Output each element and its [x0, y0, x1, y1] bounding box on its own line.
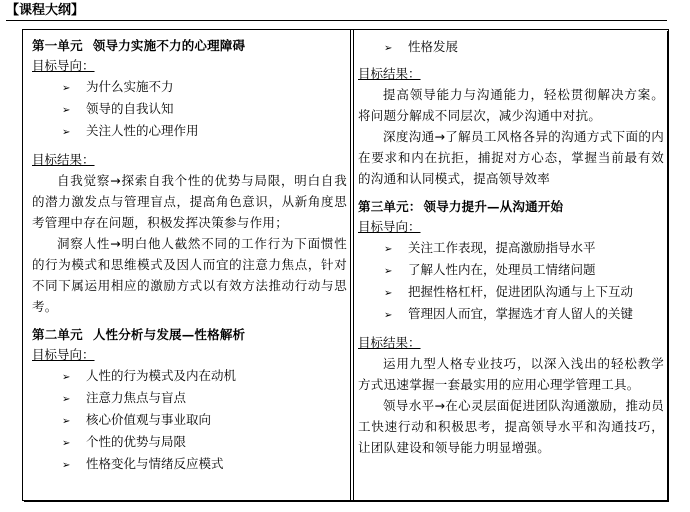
unit1-name: 领导力实施不力的心理障碍	[92, 38, 246, 53]
list-item: ➢ 注意力焦点与盲点	[62, 387, 347, 409]
unit1-result-label: 目标结果：	[32, 152, 95, 167]
page-title: 【课程大纲】	[6, 3, 85, 18]
unit2-goal-list	[32, 365, 347, 475]
right-column	[358, 36, 664, 458]
unit3-result-leadership-level: 领导水平→在心灵层面促进团队沟通激励，推动员工快速行动和积极思考，提高领导水平和沟通技巧，让团队建设和领导能力明显增强。	[358, 398, 664, 455]
arrowhead-bullet-icon: ➢	[384, 266, 393, 277]
table-shadow-right	[667, 31, 669, 502]
list-item: ➢ 性格发展	[384, 36, 664, 58]
arrowhead-bullet-icon: ➢	[62, 438, 71, 449]
column-divider	[350, 29, 351, 501]
arrowhead-bullet-icon: ➢	[62, 83, 71, 94]
unit1-result-self-awareness: 自我觉察→探索自我个性的优势与局限，明白自我的潜力激发点与管理盲点，提高角色意识，从新角度思考管理中存在问题，积极发挥决策参与作用；	[32, 173, 347, 230]
unit3-goal-label: 目标导向：	[358, 219, 421, 234]
arrowhead-bullet-icon: ➢	[384, 310, 393, 321]
arrowhead-bullet-icon: ➢	[62, 416, 71, 427]
arrowhead-bullet-icon: ➢	[62, 105, 71, 116]
unit3-heading	[358, 197, 664, 217]
unit3-result-label: 目标结果：	[358, 335, 421, 350]
list-item: ➢ 性格变化与情绪反应模式	[62, 453, 347, 475]
unit2-goal-list-continued	[358, 36, 664, 58]
unit3-number: 第三单元：	[358, 199, 422, 214]
list-item: ➢ 了解人性内在，处理员工情绪问题	[384, 259, 664, 281]
unit3-result-enneagram: 运用九型人格专业技巧，以深入浅出的轻松教学方式迅速掌握一套最实用的应用心理学管理工具。	[358, 356, 664, 392]
list-item: ➢ 个性的优势与局限	[62, 431, 347, 453]
unit1-heading	[32, 36, 347, 56]
unit1-number: 第一单元	[32, 38, 83, 53]
unit2-name: 人性分析与发展—性格解析	[92, 327, 246, 342]
list-item: ➢ 人性的行为模式及内在动机	[62, 365, 347, 387]
unit2-result-leadership: 提高领导能力与沟通能力，轻松贯彻解决方案。将问题分解成不同层次，减少沟通中对抗。	[358, 87, 664, 123]
unit2-goal-label: 目标导向：	[32, 347, 95, 362]
list-item: ➢ 把握性格杠杆，促进团队沟通与上下互动	[384, 281, 664, 303]
unit3-name: 领导力提升—从沟通开始	[423, 199, 564, 214]
list-item: ➢ 管理因人而宜，掌握选才育人留人的关键	[384, 303, 664, 325]
unit3-goal-list	[358, 237, 664, 325]
arrowhead-bullet-icon: ➢	[384, 43, 393, 54]
table-shadow-bottom	[24, 500, 669, 502]
list-item: ➢ 领导的自我认知	[62, 98, 347, 120]
arrowhead-bullet-icon: ➢	[62, 394, 71, 405]
list-item: ➢ 关注工作表现，提高激励指导水平	[384, 237, 664, 259]
unit1-goal-label: 目标导向：	[32, 58, 95, 73]
column-divider-inner	[353, 29, 354, 501]
arrowhead-bullet-icon: ➢	[62, 460, 71, 471]
left-column	[32, 36, 347, 475]
list-item: ➢ 核心价值观与事业取向	[62, 409, 347, 431]
unit2-result-label: 目标结果：	[358, 66, 421, 81]
unit2-result-deep-communication: 深度沟通→了解员工风格各异的沟通方式下面的内在要求和内在抗拒，捕捉对方心态，掌握当前最有效的沟通和认同模式，提高领导效率	[358, 129, 664, 186]
unit2-heading	[32, 325, 347, 345]
unit1-result-insight: 洞察人性→明白他人截然不同的工作行为下面惯性的行为模式和思维模式及因人而宜的注意力焦点，针对不同下属运用相应的激励方式以有效方法推动行动与思考。	[32, 236, 347, 314]
list-item: ➢ 关注人性的心理作用	[62, 120, 347, 142]
arrowhead-bullet-icon: ➢	[384, 244, 393, 255]
title-underline	[6, 20, 667, 21]
unit1-goal-list	[32, 76, 347, 142]
arrowhead-bullet-icon: ➢	[62, 372, 71, 383]
arrowhead-bullet-icon: ➢	[384, 288, 393, 299]
unit2-number: 第二单元	[32, 327, 83, 342]
list-item: ➢ 为什么实施不力	[62, 76, 347, 98]
arrowhead-bullet-icon: ➢	[62, 127, 71, 138]
